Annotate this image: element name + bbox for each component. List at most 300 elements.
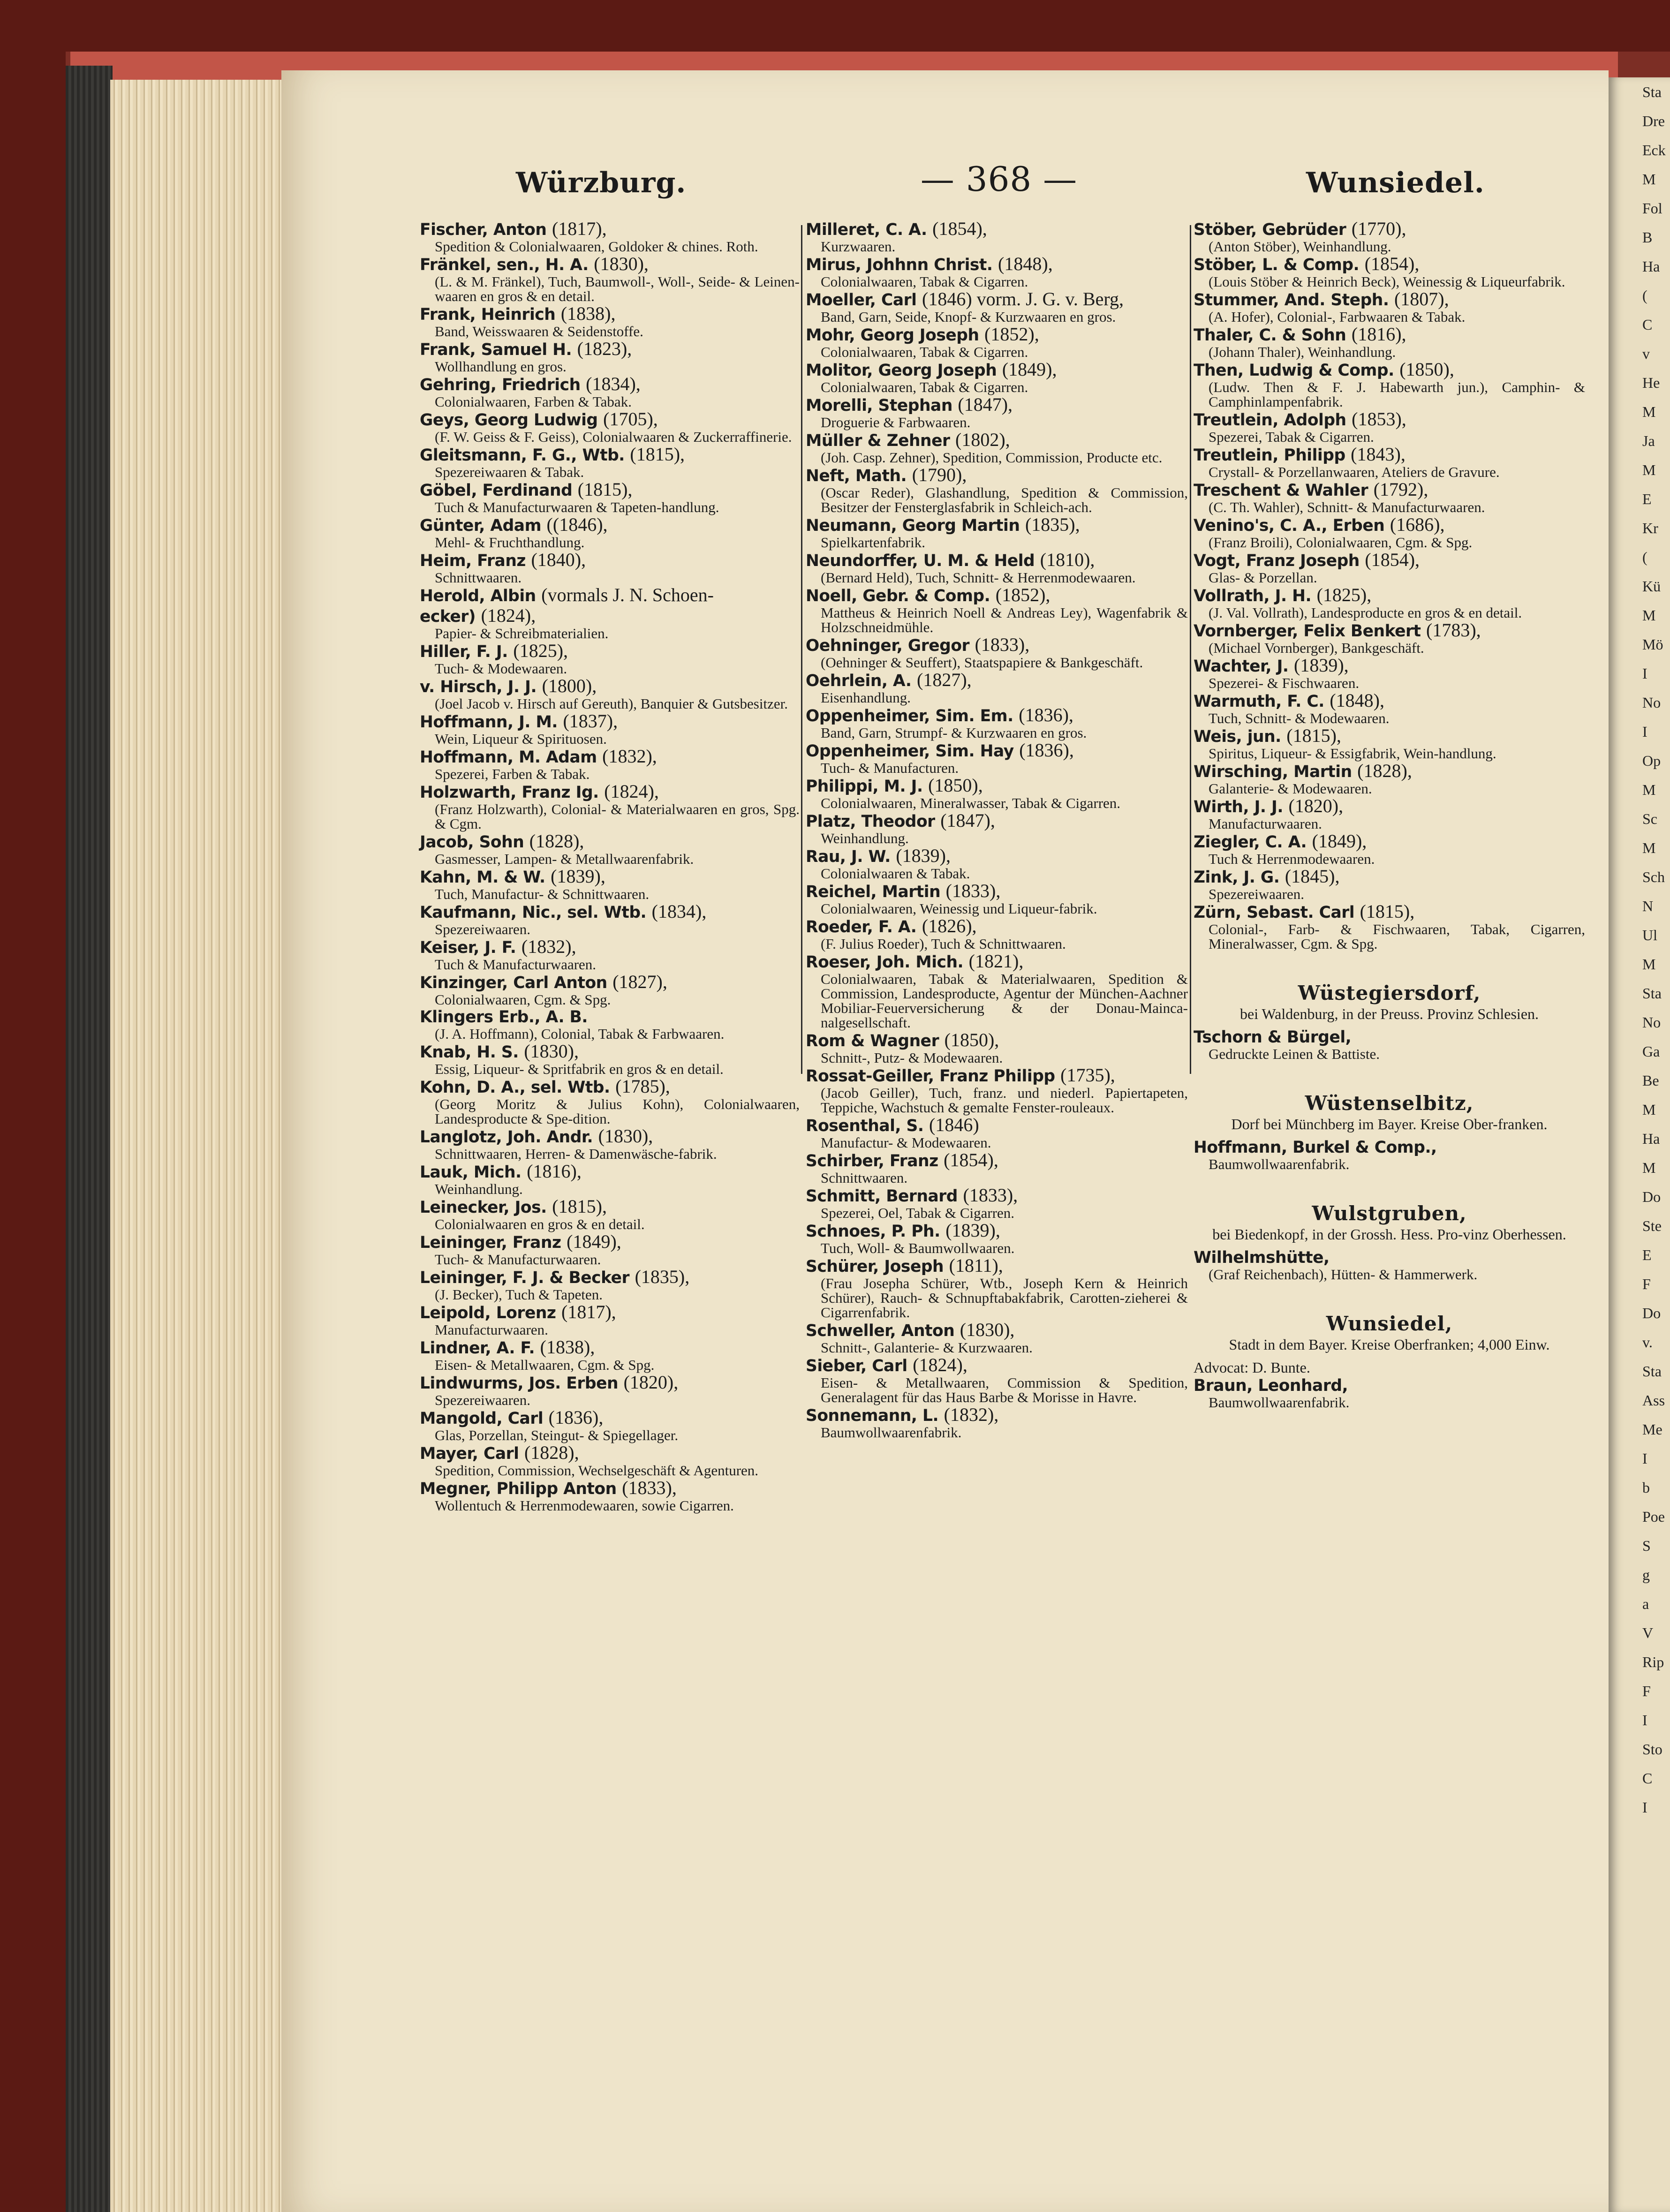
place-heading: Wulstgruben, [1312, 1202, 1467, 1225]
firm-description: Crystall- & Porzellanwaaren, Ateliers de Gravure. [1209, 464, 1500, 480]
directory-entry [420, 642, 800, 676]
founding-year: (1839), [945, 1220, 1000, 1241]
founding-year: (1849), [1002, 359, 1057, 380]
firm-description: Spedition, Commission, Wechselgeschäft & Agenturen. [435, 1462, 759, 1479]
next-page-text: Do [1642, 1188, 1661, 1205]
firm-name: Kahn, M. & W. [420, 868, 545, 887]
next-page-text: Kr [1642, 520, 1658, 536]
firm-name: Leininger, Franz [420, 1233, 561, 1252]
next-page-text: M [1642, 1101, 1656, 1118]
firm-name: Treutlein, Adolph [1194, 411, 1346, 430]
entry-heading [420, 304, 800, 324]
next-page-text: ( [1642, 287, 1647, 304]
firm-description: (Franz Broili), Colonialwaaren, Cgm. & Spg. [1209, 534, 1473, 551]
directory-entry [420, 515, 800, 550]
next-page-text: Poe [1642, 1508, 1665, 1525]
firm-name: Wirth, J. J. [1194, 798, 1283, 816]
entry-heading [1194, 219, 1585, 239]
firm-name: Zink, J. G. [1194, 868, 1280, 887]
next-page-text: Mö [1642, 636, 1663, 653]
firm-description: Weinhandlung. [821, 830, 909, 846]
firm-name: Venino's, C. A., Erben [1194, 516, 1385, 535]
firm-description: Galanterie- & Modewaaren. [1209, 780, 1372, 797]
entry-heading [1194, 480, 1585, 500]
directory-entry [806, 1256, 1188, 1320]
founding-year: (1783), [1426, 619, 1481, 641]
firm-description: Schnittwaaren, Herren- & Damenwäsche-fabrik. [435, 1146, 717, 1162]
entry-heading [420, 445, 800, 465]
directory-entry [1194, 726, 1585, 761]
firm-description: Spezerei, Tabak & Cigarren. [1209, 429, 1374, 445]
place-section [1194, 1200, 1585, 1242]
next-page-text: M [1642, 781, 1656, 798]
entry-heading [420, 1338, 800, 1358]
founding-year: (1835), [635, 1266, 690, 1287]
directory-entry [1194, 255, 1585, 289]
entry-heading [1194, 360, 1585, 380]
firm-description: Colonialwaaren en gros & en detail. [435, 1216, 645, 1232]
place-description: bei Biedenkopf, in der Grossh. Hess. Pro-vinz Oberhessen. [1212, 1226, 1566, 1243]
founding-year: (1847), [958, 394, 1013, 415]
next-page-text: Ga [1642, 1043, 1660, 1060]
founding-year: (1827), [612, 971, 667, 992]
firm-name: Vornberger, Felix Benkert [1194, 622, 1421, 641]
firm-name: Wirsching, Martin [1194, 762, 1352, 781]
next-page-text: Be [1642, 1072, 1659, 1089]
founding-year: (1815), [577, 479, 633, 500]
founding-year: (1705), [603, 408, 658, 430]
directory-entry [420, 832, 800, 866]
entry-heading [1194, 1376, 1585, 1395]
firm-description: Colonialwaaren, Tabak & Cigarren. [821, 379, 1028, 395]
entry-heading [806, 1066, 1188, 1086]
founding-year: (1821), [968, 951, 1024, 972]
founding-year: (1828), [529, 830, 584, 852]
entry-heading [806, 360, 1188, 380]
founding-year: (1785), [615, 1076, 670, 1097]
firm-description: Manufactur- & Modewaaren. [821, 1134, 991, 1151]
entry-heading [420, 1303, 800, 1322]
firm-name: Stummer, And. Steph. [1194, 291, 1389, 310]
firm-name: Moeller, Carl [806, 291, 917, 310]
next-page-text: B [1642, 229, 1653, 246]
page-number: — 368 — [920, 159, 1078, 199]
firm-name: Langlotz, Joh. Andr. [420, 1128, 593, 1147]
directory-entry [1194, 656, 1585, 690]
founding-year: (1840), [531, 549, 586, 570]
next-page-text: I [1642, 1712, 1647, 1729]
firm-name: Leinecker, Jos. [420, 1198, 547, 1217]
directory-entry [806, 811, 1188, 846]
firm-name: Gehring, Friedrich [420, 376, 581, 394]
directory-entry [420, 1303, 800, 1337]
firm-name: Fränkel, sen., H. A. [420, 256, 589, 274]
firm-description: (Michael Vornberger), Bankgeschäft. [1209, 640, 1424, 656]
entry-heading [806, 219, 1188, 239]
founding-year: (1845), [1285, 866, 1340, 887]
founding-year: (1816), [527, 1161, 582, 1182]
entry-heading [420, 375, 800, 394]
firm-description: Wein, Liqueur & Spirituosen. [435, 731, 607, 747]
founding-year: (1852), [995, 584, 1050, 605]
firm-name: Roeser, Joh. Mich. [806, 953, 964, 972]
entry-heading [1194, 586, 1585, 605]
founding-year: (1850), [1399, 359, 1454, 380]
firm-name: Oehrlein, A. [806, 672, 912, 690]
entry-heading [1194, 691, 1585, 711]
firm-name: Thaler, C. & Sohn [1194, 326, 1346, 345]
firm-description: (Franz Holzwarth), Colonial- & Materialwaaren en gros, Spg. & Cgm. [435, 801, 800, 832]
entry-heading [806, 1221, 1188, 1241]
firm-description: (Bernard Held), Tuch, Schnitt- & Herrenmodewaaren. [821, 569, 1136, 586]
firm-description: Tuch- & Modewaaren. [435, 660, 567, 677]
founding-year: (1838), [540, 1336, 595, 1358]
entry-heading [1194, 255, 1585, 274]
directory-entry [1194, 325, 1585, 359]
next-page-fragment [1609, 77, 1670, 2212]
directory-entry [420, 1077, 800, 1126]
founding-year: (1815), [1360, 901, 1415, 922]
firm-name: Vollrath, J. H. [1194, 587, 1312, 605]
firm-description: Colonialwaaren, Tabak & Cigarren. [821, 344, 1028, 360]
founding-year: (1832), [944, 1404, 999, 1425]
directory-column-2 [806, 219, 1188, 1441]
founding-year: (1853), [1352, 408, 1406, 430]
next-page-text: Sta [1642, 985, 1662, 1002]
place-description: bei Waldenburg, in der Preuss. Provinz Schlesien. [1239, 1005, 1539, 1022]
entry-heading [806, 741, 1188, 761]
founding-year: (1828), [524, 1442, 579, 1463]
next-page-text: He [1642, 374, 1660, 391]
firm-description: Wollhandlung en gros. [435, 358, 567, 375]
founding-year: (1817), [561, 1301, 616, 1322]
entry-heading [1194, 832, 1585, 852]
firm-name: Stöber, L. & Comp. [1194, 256, 1360, 274]
directory-entry [806, 846, 1188, 881]
entry-heading [1194, 726, 1585, 746]
firm-description: Glas- & Porzellan. [1209, 569, 1317, 586]
directory-entry [806, 430, 1188, 465]
founding-year: (1847), [940, 810, 995, 831]
founding-year: (1848), [998, 253, 1053, 274]
running-header-left: Würzburg. [516, 166, 687, 199]
firm-description: Spielkartenfabrik. [821, 534, 925, 551]
firm-name: Mayer, Carl [420, 1444, 519, 1463]
firm-description: Colonialwaaren, Tabak & Cigarren. [821, 273, 1028, 290]
entry-heading [1194, 1248, 1585, 1267]
firm-name: Oehninger, Gregor [806, 636, 970, 655]
directory-entry [420, 973, 800, 1007]
firm-name: Hoffmann, Burkel & Comp., [1194, 1138, 1437, 1157]
firm-name: Schweller, Anton [806, 1321, 955, 1340]
firm-name: Reichel, Martin [806, 883, 941, 901]
firm-description: Schnittwaaren. [821, 1170, 908, 1186]
founding-year: (1825), [1316, 584, 1372, 605]
firm-name: Hoffmann, M. Adam [420, 748, 597, 767]
directory-entry [420, 1232, 800, 1267]
directory-entry [806, 1066, 1188, 1115]
directory-entry [806, 1321, 1188, 1355]
next-page-text: Rip [1642, 1653, 1664, 1670]
next-page-text: M [1642, 461, 1656, 478]
directory-entry [420, 375, 800, 409]
next-page-text: M [1642, 403, 1656, 420]
firm-description: Spezereiwaaren. [435, 1392, 530, 1408]
directory-entry [1194, 410, 1585, 444]
firm-name: Holzwarth, Franz Ig. [420, 783, 599, 802]
directory-entry [1194, 832, 1585, 866]
founding-year: (1824), [481, 605, 536, 626]
founding-year: (1800), [542, 675, 597, 696]
entry-heading [806, 671, 1188, 690]
founding-year: (1846) [929, 1114, 979, 1135]
entry-heading [1194, 621, 1585, 641]
directory-entry [420, 480, 800, 514]
place-heading: Wüstenselbitz, [1305, 1092, 1474, 1115]
entry-heading [420, 642, 800, 661]
founding-year: (1846) vorm. J. G. v. Berg, [922, 288, 1124, 310]
firm-name: Oppenheimer, Sim. Em. [806, 707, 1013, 725]
entry-heading [1194, 1138, 1585, 1157]
directory-entry [420, 586, 800, 605]
firm-name: Wachter, J. [1194, 657, 1289, 676]
entry-heading [806, 586, 1188, 605]
directory-entry [420, 410, 800, 444]
firm-description: (C. Th. Wahler), Schnitt- & Manufacturwaaren. [1209, 499, 1485, 515]
directory-entry [806, 671, 1188, 705]
firm-description: (F. W. Geiss & F. Geiss), Colonialwaaren & Zuckerraffinerie. [435, 429, 792, 445]
directory-column-3 [1194, 219, 1585, 1411]
firm-name: Mangold, Carl [420, 1409, 544, 1428]
firm-description: (Jacob Geiller), Tuch, franz. und niederl. Papiertapeten, Teppiche, Wachstuch & gemalte Fenster-rouleaux. [821, 1085, 1188, 1116]
firm-description: Manufacturwaaren. [1209, 815, 1322, 832]
next-page-text: Op [1642, 752, 1661, 769]
founding-year: (1820), [1288, 795, 1344, 816]
next-page-text: S [1642, 1537, 1651, 1554]
firm-description: Spezereiwaaren. [1209, 886, 1304, 902]
founding-year: (1832), [602, 746, 657, 767]
firm-description: Colonialwaaren, Cgm. & Spg. [435, 991, 611, 1008]
firm-name: Mirus, Johhnn Christ. [806, 256, 993, 274]
next-page-text: Sch [1642, 868, 1665, 885]
founding-year: (1834), [586, 373, 641, 394]
firm-name: Neundorffer, U. M. & Held [806, 551, 1035, 570]
column-rule [801, 225, 802, 1074]
place-section [1194, 1311, 1585, 1352]
entry-heading [420, 747, 800, 767]
founding-year: (1835), [1025, 514, 1080, 535]
entry-heading [806, 846, 1188, 866]
firm-description: Schnittwaaren. [435, 569, 522, 586]
directory-entry [420, 1338, 800, 1372]
directory-entry [1194, 290, 1585, 324]
firm-description: Tuch- & Manufacturen. [821, 760, 959, 776]
directory-entry [420, 1008, 800, 1041]
entry-heading [806, 551, 1188, 570]
firm-name: Hoffmann, J. M. [420, 713, 558, 732]
directory-entry [806, 586, 1188, 634]
entry-heading [806, 1186, 1188, 1206]
entry-heading [1194, 445, 1585, 465]
directory-entry [1194, 1138, 1585, 1171]
directory-entry [806, 635, 1188, 670]
next-page-text: Sto [1642, 1741, 1662, 1758]
place-description: Stadt in dem Bayer. Kreise Oberfranken; 4,000 Einw. [1229, 1336, 1550, 1353]
founding-year: (1833), [975, 634, 1030, 655]
entry-heading [1194, 867, 1585, 887]
founding-year: (1854), [944, 1149, 998, 1170]
directory-entry [806, 395, 1188, 430]
next-page-text: v [1642, 345, 1650, 362]
entry-heading [420, 1042, 800, 1062]
firm-name: Klingers Erb., A. B. [420, 1008, 588, 1027]
firm-name: Knab, H. S. [420, 1043, 519, 1062]
firm-description: Weinhandlung. [435, 1181, 523, 1197]
directory-entry [1194, 1376, 1585, 1410]
entry-heading [1194, 762, 1585, 781]
firm-description: Spezerei, Farben & Tabak. [435, 766, 590, 782]
firm-description: Gedruckte Leinen & Battiste. [1209, 1046, 1380, 1062]
firm-description: Colonialwaaren, Mineralwasser, Tabak & Cigarren. [821, 795, 1121, 811]
firm-description: Manufacturwaaren. [435, 1321, 548, 1338]
entry-heading [420, 1479, 800, 1498]
entry-heading [420, 832, 800, 852]
firm-description: (Anton Stöber), Weinhandlung. [1209, 238, 1391, 255]
next-page-text: N [1642, 898, 1654, 914]
firm-description: Colonial-, Farb- & Fischwaaren, Tabak, Cigarren, Mineralwasser, Cgm. & Spg. [1209, 921, 1585, 952]
directory-entry [420, 551, 800, 585]
firm-name: Lindwurms, Jos. Erben [420, 1374, 619, 1393]
founding-year: (1836), [548, 1407, 604, 1428]
next-page-text: Ass [1642, 1392, 1665, 1409]
entry-heading [420, 1232, 800, 1252]
firm-description: (Joh. Casp. Zehner), Spedition, Commission, Producte etc. [821, 449, 1163, 466]
directory-entry [806, 515, 1188, 550]
firm-description: (Graf Reichenbach), Hütten- & Hammerwerk. [1209, 1266, 1478, 1283]
directory-entry [1194, 551, 1585, 585]
entry-heading [1194, 410, 1585, 430]
firm-name: Vogt, Franz Joseph [1194, 551, 1360, 570]
firm-description: Wollentuch & Herrenmodewaaren, sowie Cigarren. [435, 1497, 734, 1514]
directory-entry [806, 1221, 1188, 1255]
entry-heading [1194, 797, 1585, 816]
firm-description: Tuch & Manufacturwaaren & Tapeten-handlung. [435, 499, 719, 515]
directory-entry [1194, 867, 1585, 901]
entry-heading [420, 1408, 800, 1428]
next-page-text: C [1642, 316, 1653, 333]
directory-entry [420, 340, 800, 374]
entry-heading [806, 1031, 1188, 1050]
firm-name: Platz, Theodor [806, 812, 935, 831]
founding-year: (1833), [622, 1477, 677, 1498]
next-page-text: a [1642, 1595, 1649, 1612]
firm-name: Neumann, Georg Martin [806, 516, 1020, 535]
directory-entry [420, 1443, 800, 1478]
next-page-text: M [1642, 839, 1656, 856]
founding-year: (1820), [623, 1372, 679, 1393]
entry-heading [806, 1356, 1188, 1375]
directory-entry [1194, 586, 1585, 620]
entry-heading [420, 515, 800, 535]
directory-entry [1194, 445, 1585, 479]
next-page-text: Kü [1642, 578, 1661, 595]
firm-description: Colonialwaaren & Tabak. [821, 865, 970, 882]
founding-year: (1833), [945, 880, 1001, 901]
directory-entry [1194, 762, 1585, 796]
place-section [1194, 1090, 1585, 1132]
firm-description: (Ludw. Then & F. J. Habewarth jun.), Camphin- & Camphinlampenfabrik. [1209, 379, 1585, 410]
founding-year: (1735), [1060, 1064, 1115, 1086]
directory-entry [1194, 902, 1585, 951]
directory-entry [806, 1151, 1188, 1185]
firm-description: (Georg Moritz & Julius Kohn), Colonialwaaren, Landesproducte & Spe-dition. [435, 1096, 800, 1127]
firm-description: Droguerie & Farbwaaren. [821, 414, 971, 430]
founding-year: (1830), [594, 253, 649, 274]
founding-year: (1823), [577, 338, 632, 359]
founding-year: (1826), [922, 915, 977, 936]
directory-entry [806, 1186, 1188, 1220]
directory-entry [806, 706, 1188, 740]
firm-description: (Oscar Reder), Glashandlung, Spedition & Commission, Besitzer der Fensterglasfabrik in Schleich-ach. [821, 484, 1188, 515]
founding-year: (1828), [1357, 760, 1412, 781]
founding-year: (1836), [1019, 740, 1074, 761]
next-page-text: Ul [1642, 927, 1657, 944]
founding-year: (1837), [563, 710, 618, 732]
directory-entry [420, 255, 800, 303]
directory-entry [1194, 1028, 1585, 1061]
founding-year: (1852), [984, 324, 1039, 345]
firm-description: Tuch- & Manufacturwaaren. [435, 1251, 601, 1268]
firm-description: Spedition & Colonialwaaren, Goldoker & chines. Roth. [435, 238, 758, 255]
directory-entry [420, 1373, 800, 1407]
firm-name: Oppenheimer, Sim. Hay [806, 742, 1014, 761]
firm-description: (Louis Stöber & Heinrich Beck), Weinessig & Liqueurfabrik. [1209, 273, 1565, 290]
directory-entry [1194, 515, 1585, 550]
directory-entry [420, 304, 800, 339]
directory-entry [420, 1127, 800, 1161]
directory-entry [420, 1479, 800, 1513]
directory-entry [806, 219, 1188, 254]
firm-name: Jacob, Sohn [420, 833, 524, 852]
firm-description: Baumwollwaarenfabrik. [1209, 1394, 1350, 1411]
entry-heading [420, 255, 800, 274]
founding-year: (1850), [944, 1029, 999, 1050]
advocat-line: Advocat: D. Bunte. [1194, 1359, 1310, 1376]
entry-heading [420, 677, 800, 696]
firm-name: Müller & Zehner [806, 431, 950, 450]
directory-entry [806, 1405, 1188, 1440]
firm-name: Schirber, Franz [806, 1152, 938, 1170]
firm-name: Philippi, M. J. [806, 777, 923, 796]
next-page-text: F [1642, 1683, 1651, 1699]
next-page-text: I [1642, 665, 1647, 682]
next-page-text: Sta [1642, 83, 1662, 100]
founding-year: (1839), [551, 866, 605, 887]
next-page-text: I [1642, 723, 1647, 740]
firm-description: (J. Becker), Tuch & Tapeten. [435, 1286, 603, 1303]
firm-name: Heim, Franz [420, 551, 526, 570]
entry-heading [420, 867, 800, 887]
directory-entry [806, 360, 1188, 394]
next-page-text: M [1642, 607, 1656, 624]
entry-heading [420, 973, 800, 992]
firm-name: Schürer, Joseph [806, 1257, 944, 1276]
firm-name: Mohr, Georg Joseph [806, 326, 979, 345]
founding-year: (vormals J. N. Schoen- [541, 584, 714, 605]
next-page-text: Sc [1642, 810, 1657, 827]
firm-name: Tschorn & Bürgel, [1194, 1028, 1352, 1047]
firm-name: Noell, Gebr. & Comp. [806, 587, 990, 605]
